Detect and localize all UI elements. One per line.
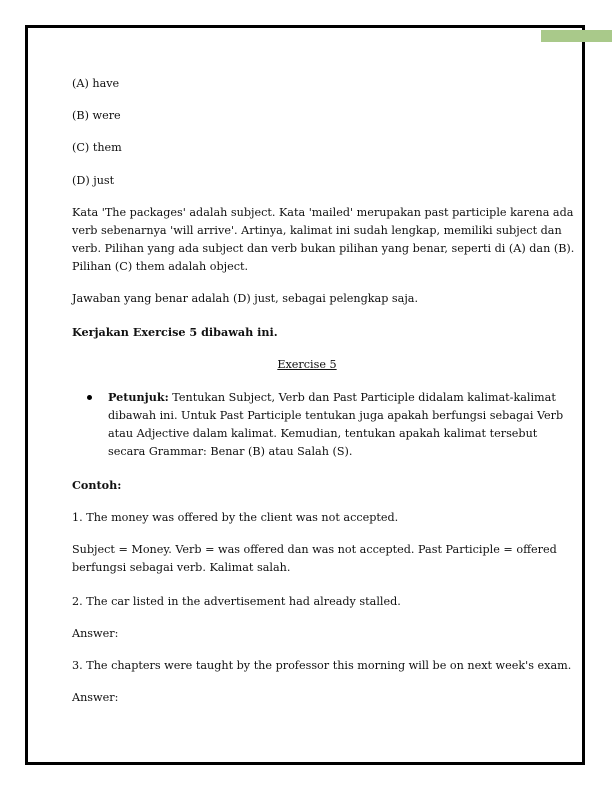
instruction-heading: Kerjakan Exercise 5 dibawah ini.	[72, 325, 278, 339]
petunjuk-line: dibawah ini. Untuk Past Participle tentukan juga apakah berfungsi sebagai Verb	[108, 409, 564, 422]
option-d: (D) just	[72, 174, 115, 187]
petunjuk-line-1	[108, 388, 556, 407]
petunjuk-bullet	[72, 388, 564, 461]
option-a: (A) have	[72, 77, 120, 90]
answer-label-2: Answer:	[72, 627, 119, 640]
answer-line: Jawaban yang benar adalah (D) just, sebagai pelengkap saja.	[72, 292, 419, 305]
corner-accent-tab	[541, 30, 612, 42]
explanation-line: Kata 'The packages' adalah subject. Kata 'mailed' merupakan past participle karena ada	[72, 206, 574, 219]
contoh-label: Contoh:	[72, 478, 122, 492]
explanation-paragraph	[72, 204, 574, 276]
petunjuk-label: Petunjuk:	[108, 390, 169, 404]
bullet-icon	[87, 395, 92, 400]
petunjuk-line: atau Adjective dalam kalimat. Kemudian, tentukan apakah kalimat tersebut	[108, 427, 538, 440]
petunjuk-line: secara Grammar: Benar (B) atau Salah (S).	[108, 445, 353, 458]
example-answer-line: Subject = Money. Verb = was offered dan was not accepted. Past Participle = offered	[72, 543, 557, 556]
explanation-line: verb. Pilihan yang ada subject dan verb bukan pilihan yang benar, seperti di (A) dan (B).	[72, 242, 575, 255]
exercise-title: Exercise 5	[277, 358, 337, 371]
example-1: 1. The money was offered by the client was not accepted.	[72, 511, 399, 524]
question-2: 2. The car listed in the advertisement had already stalled.	[72, 595, 401, 608]
question-3: 3. The chapters were taught by the professor this morning will be on next week's exam.	[72, 659, 572, 672]
example-answer-line: berfungsi sebagai verb. Kalimat salah.	[72, 561, 291, 574]
petunjuk-text: Tentukan Subject, Verb dan Past Participle didalam kalimat-kalimat	[168, 391, 556, 404]
option-b: (B) were	[72, 109, 121, 122]
explanation-line: Pilihan (C) them adalah object.	[72, 260, 249, 273]
option-c: (C) them	[72, 141, 122, 154]
answer-label-3: Answer:	[72, 691, 119, 704]
example-1-answer	[72, 541, 557, 577]
explanation-line: verb sebenarnya 'will arrive'. Artinya, kalimat ini sudah lengkap, memiliki subject dan	[72, 224, 562, 237]
